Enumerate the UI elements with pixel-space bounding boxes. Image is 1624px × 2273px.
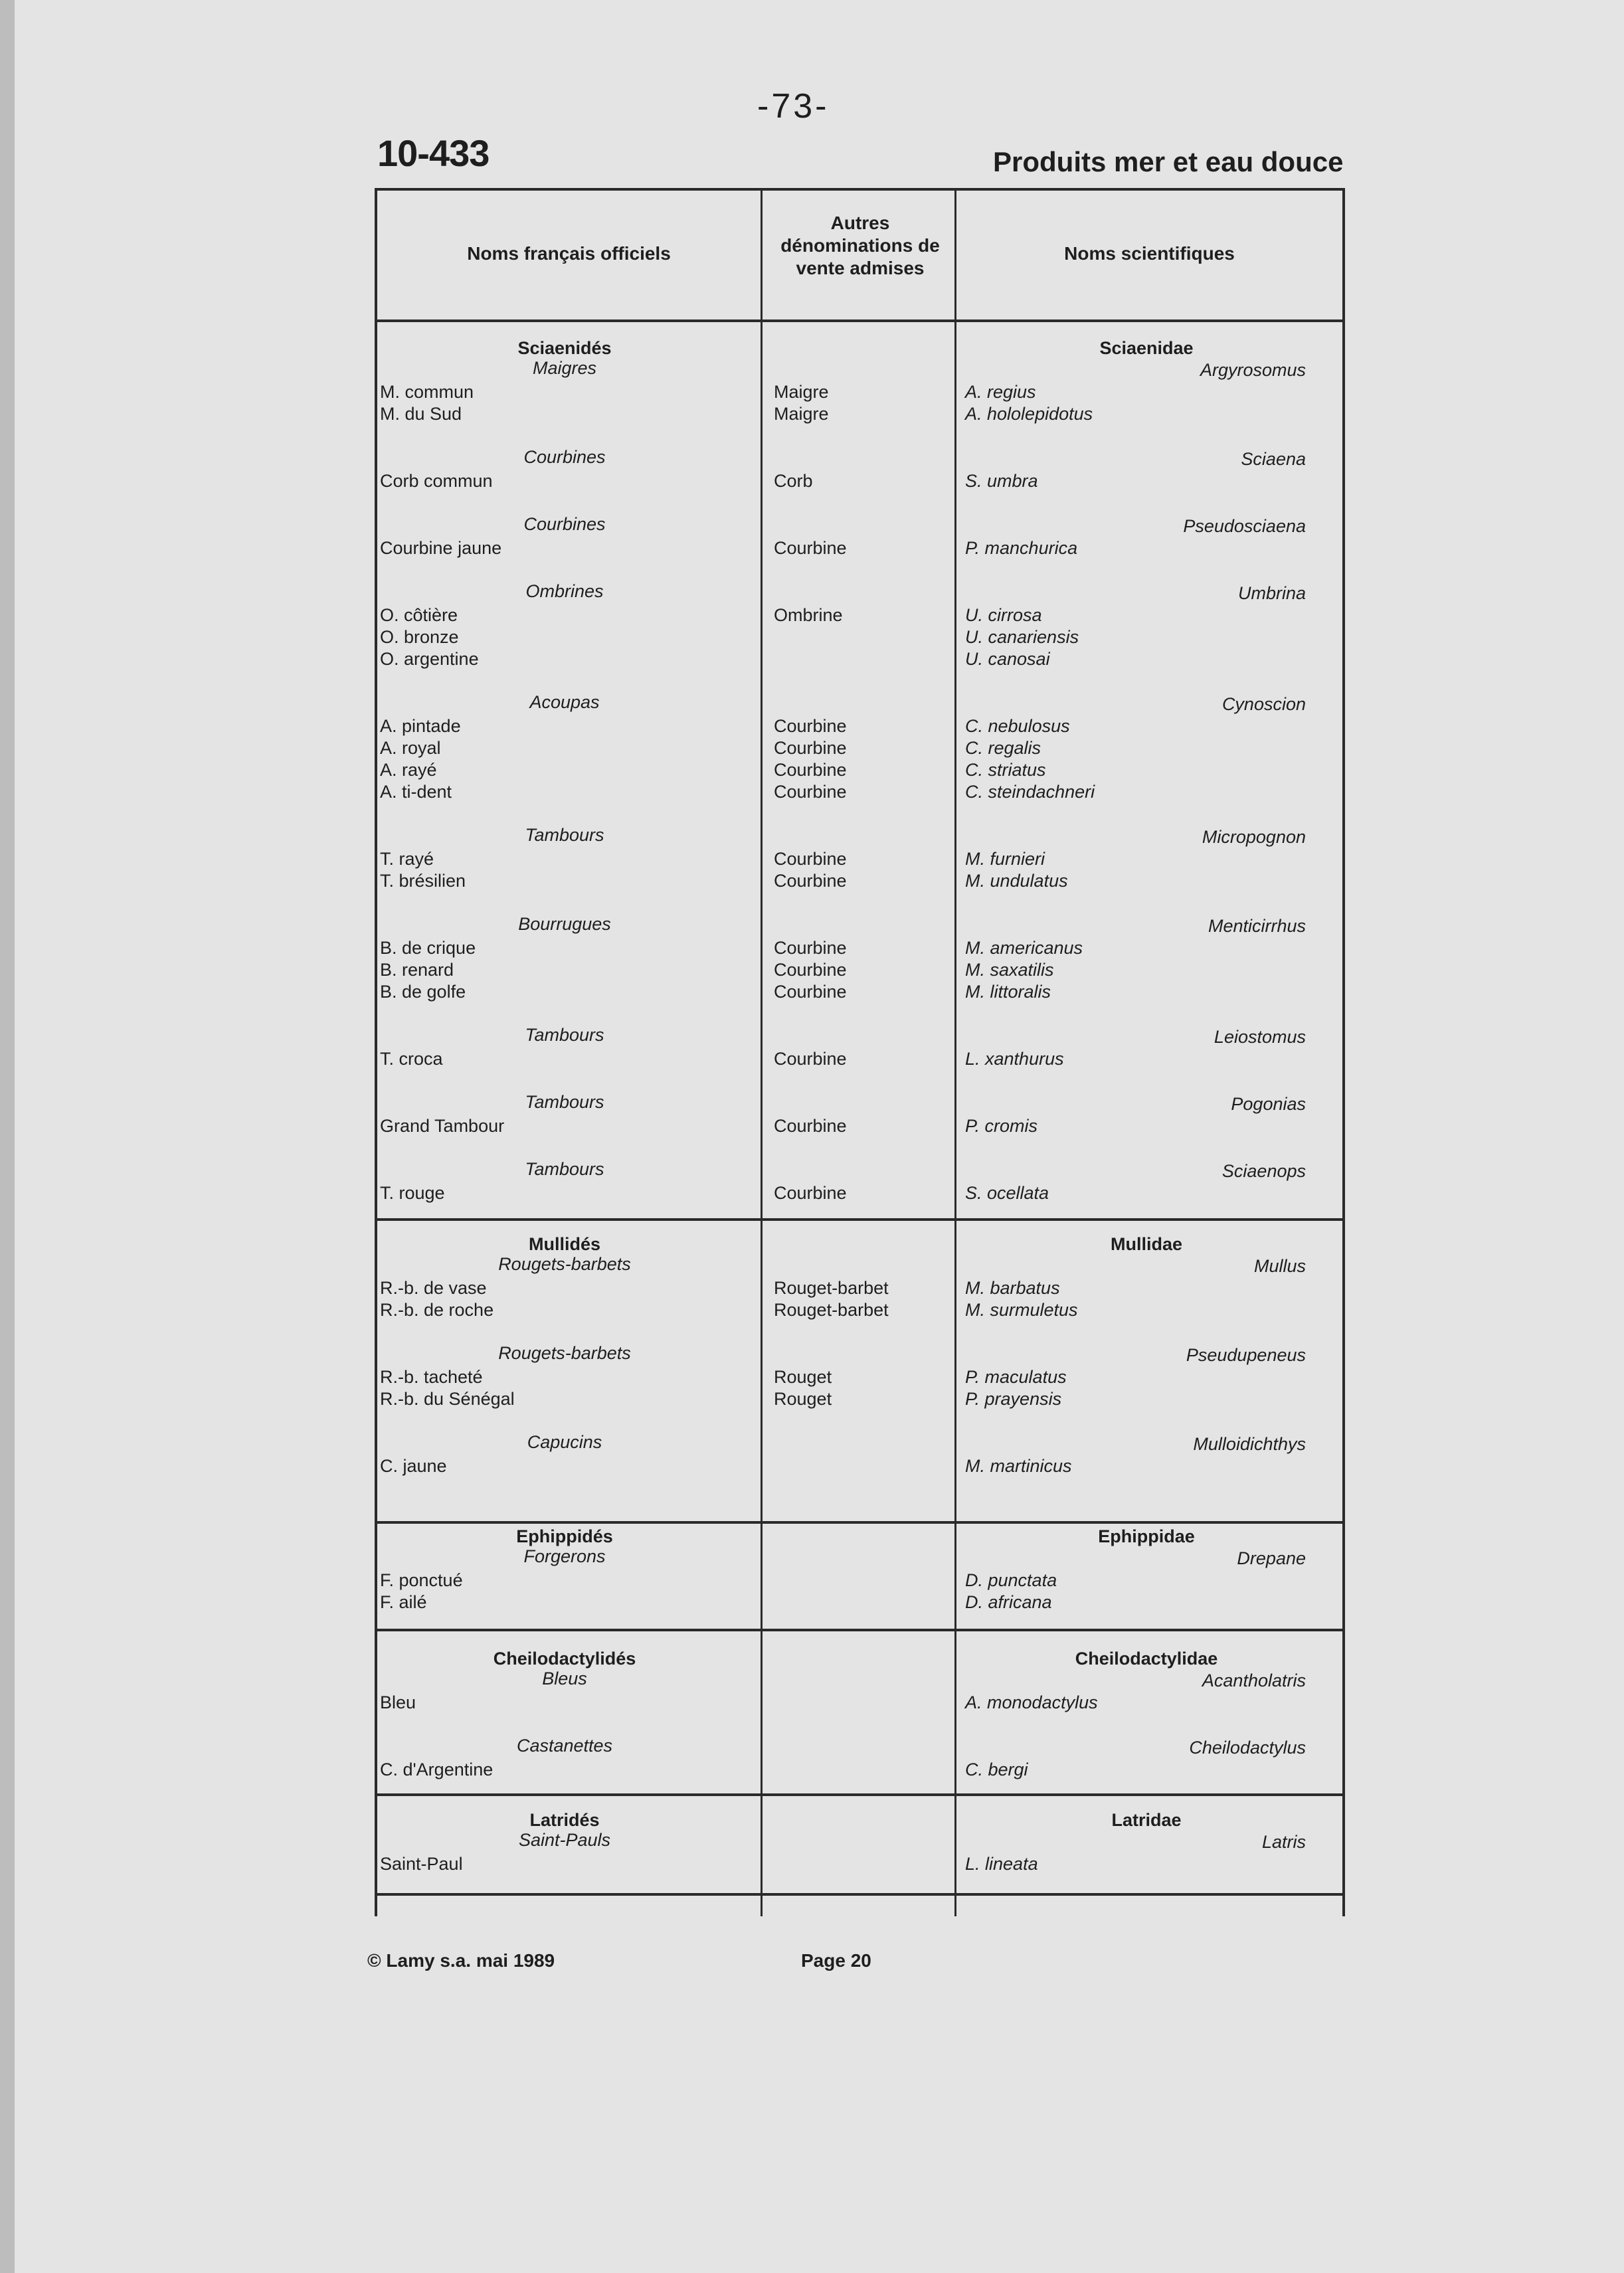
species-name: C. bergi [965,1760,1028,1779]
official-french-name: T. croca [380,1049,443,1069]
species-name: U. canariensis [965,627,1079,647]
family-name-french: Mullidés [528,1234,601,1254]
official-french-name: M. commun [380,382,474,402]
group-name-french: Tambours [525,1025,604,1045]
species-name: M. saxatilis [965,960,1054,980]
official-french-name: R.-b. tacheté [380,1367,483,1387]
handwritten-page-number: -73- [757,87,830,126]
species-name: P. prayensis [965,1389,1062,1409]
header-divider [375,319,1345,322]
official-french-name: Grand Tambour [380,1116,505,1136]
genus-name: Cynoscion [1221,694,1306,714]
species-name: S. umbra [965,471,1038,491]
official-french-name: T. rouge [380,1183,445,1203]
species-name: S. ocellata [965,1183,1049,1203]
family-name-scientific: Cheilodactylidae [1075,1649,1218,1669]
column-divider-1 [761,188,763,1916]
family-divider [375,1893,1345,1896]
genus-name: Pseudosciaena [1183,516,1306,536]
other-sales-name: Courbine [774,538,847,558]
species-name: M. barbatus [965,1278,1060,1298]
other-sales-name: Maigre [774,404,829,424]
document-number: 10-433 [377,132,490,174]
genus-name: Drepane [1237,1548,1306,1568]
official-french-name: R.-b. de roche [380,1300,494,1320]
species-name: P. manchurica [965,538,1078,558]
species-name: A. hololepidotus [965,404,1093,424]
other-sales-name: Courbine [774,849,847,869]
group-name-french: Bleus [542,1669,587,1688]
group-name-french: Tambours [525,1159,604,1179]
genus-name: Latris [1261,1832,1306,1852]
official-french-name: A. pintade [380,716,461,736]
family-name-french: Ephippidés [516,1526,613,1546]
page-label: Page 20 [801,1950,871,1971]
official-french-name: O. argentine [380,649,479,669]
other-sales-name: Maigre [774,382,829,402]
official-french-name: F. ponctué [380,1570,463,1590]
official-french-name: B. de crique [380,938,476,958]
other-sales-name: Rouget [774,1389,832,1409]
other-sales-name: Courbine [774,871,847,891]
group-name-french: Ombrines [525,581,604,601]
group-name-french: Castanettes [516,1736,613,1756]
official-french-name: C. jaune [380,1456,447,1476]
official-french-name: Saint-Paul [380,1854,463,1874]
genus-name: Menticirrhus [1208,916,1306,936]
official-french-name: Bleu [380,1692,416,1712]
section-rubric: Produits mer et eau douce [993,146,1344,177]
other-sales-name: Courbine [774,716,847,736]
family-divider [375,1629,1345,1631]
official-french-name: R.-b. de vase [380,1278,487,1298]
official-french-name: R.-b. du Sénégal [380,1389,515,1409]
official-french-name: A. rayé [380,760,437,780]
group-name-french: Saint-Pauls [518,1830,611,1850]
species-table [371,188,1345,1916]
group-name-french: Bourrugues [518,914,611,934]
other-sales-name: Courbine [774,1049,847,1069]
family-divider [375,1793,1345,1796]
family-name-french: Cheilodactylidés [493,1649,636,1669]
group-name-french: Maigres [532,358,597,378]
family-name-scientific: Latridae [1111,1810,1182,1830]
species-name: M. littoralis [965,982,1051,1002]
species-name: C. steindachneri [965,782,1095,802]
group-name-french: Courbines [523,447,606,467]
copyright-notice: © Lamy s.a. mai 1989 [367,1950,555,1971]
genus-name: Argyrosomus [1200,360,1306,380]
group-name-french: Rougets-barbets [498,1343,631,1363]
species-name: M. surmuletus [965,1300,1078,1320]
official-french-name: M. du Sud [380,404,462,424]
other-sales-name: Courbine [774,1183,847,1203]
genus-name: Mulloidichthys [1193,1434,1306,1454]
header-scientific-names: Noms scientifiques [1064,243,1235,264]
official-french-name: C. d'Argentine [380,1760,494,1779]
genus-name: Umbrina [1237,583,1306,603]
genus-name: Acantholatris [1202,1671,1306,1690]
genus-name: Mullus [1253,1256,1306,1276]
scan-edge [0,0,15,2273]
group-name-french: Tambours [525,825,604,845]
table-border-top [375,188,1345,191]
species-name: C. striatus [965,760,1046,780]
genus-name: Pogonias [1231,1094,1306,1114]
species-name: P. cromis [965,1116,1038,1136]
species-name: U. canosai [965,649,1050,669]
genus-name: Micropognon [1202,827,1306,847]
genus-name: Sciaena [1241,449,1306,469]
family-name-scientific: Ephippidae [1098,1526,1195,1546]
official-french-name: O. côtière [380,605,458,625]
species-name: M. americanus [965,938,1083,958]
other-sales-name: Rouget-barbet [774,1278,889,1298]
group-name-french: Rougets-barbets [498,1254,631,1274]
other-sales-name: Courbine [774,960,847,980]
group-name-french: Courbines [523,514,606,534]
other-sales-name: Courbine [774,1116,847,1136]
other-sales-name: Rouget-barbet [774,1300,889,1320]
species-name: C. regalis [965,738,1041,758]
family-divider [375,1521,1345,1524]
official-french-name: A. royal [380,738,441,758]
genus-name: Sciaenops [1221,1161,1306,1181]
family-name-french: Sciaenidés [517,338,612,358]
group-name-french: Capucins [527,1432,602,1452]
genus-name: Cheilodactylus [1189,1738,1306,1758]
other-sales-name: Rouget [774,1367,832,1387]
family-name-scientific: Sciaenidae [1099,338,1194,358]
family-name-scientific: Mullidae [1110,1234,1183,1254]
species-name: A. monodactylus [965,1692,1098,1712]
official-french-name: A. ti-dent [380,782,452,802]
species-name: L. xanthurus [965,1049,1064,1069]
species-name: M. undulatus [965,871,1068,891]
official-french-name: Corb commun [380,471,493,491]
table-border-left [375,188,377,1916]
genus-name: Leiostomus [1214,1027,1306,1047]
group-name-french: Forgerons [523,1546,606,1566]
column-divider-2 [954,188,956,1916]
official-french-name: B. renard [380,960,454,980]
other-sales-name: Corb [774,471,813,491]
other-sales-name: Courbine [774,782,847,802]
species-name: M. martinicus [965,1456,1072,1476]
table-border-right [1342,188,1345,1916]
species-name: D. africana [965,1592,1052,1612]
species-name: C. nebulosus [965,716,1070,736]
genus-name: Pseudupeneus [1186,1345,1306,1365]
other-sales-name: Courbine [774,760,847,780]
header-other-names: Autres dénominations de vente admises [780,213,940,278]
official-french-name: T. brésilien [380,871,466,891]
official-french-name: Courbine jaune [380,538,502,558]
official-french-name: T. rayé [380,849,434,869]
group-name-french: Acoupas [529,692,600,712]
other-sales-name: Courbine [774,982,847,1002]
header-french-names: Noms français officiels [467,243,671,264]
species-name: U. cirrosa [965,605,1042,625]
other-sales-name: Courbine [774,938,847,958]
other-sales-name: Ombrine [774,605,843,625]
family-name-french: Latridés [529,1810,600,1830]
species-name: P. maculatus [965,1367,1067,1387]
species-name: D. punctata [965,1570,1057,1590]
species-name: M. furnieri [965,849,1045,869]
other-sales-name: Courbine [774,738,847,758]
official-french-name: B. de golfe [380,982,466,1002]
group-name-french: Tambours [525,1092,604,1112]
official-french-name: F. ailé [380,1592,427,1612]
species-name: A. regius [965,382,1036,402]
family-divider [375,1218,1345,1221]
official-french-name: O. bronze [380,627,459,647]
species-name: L. lineata [965,1854,1038,1874]
